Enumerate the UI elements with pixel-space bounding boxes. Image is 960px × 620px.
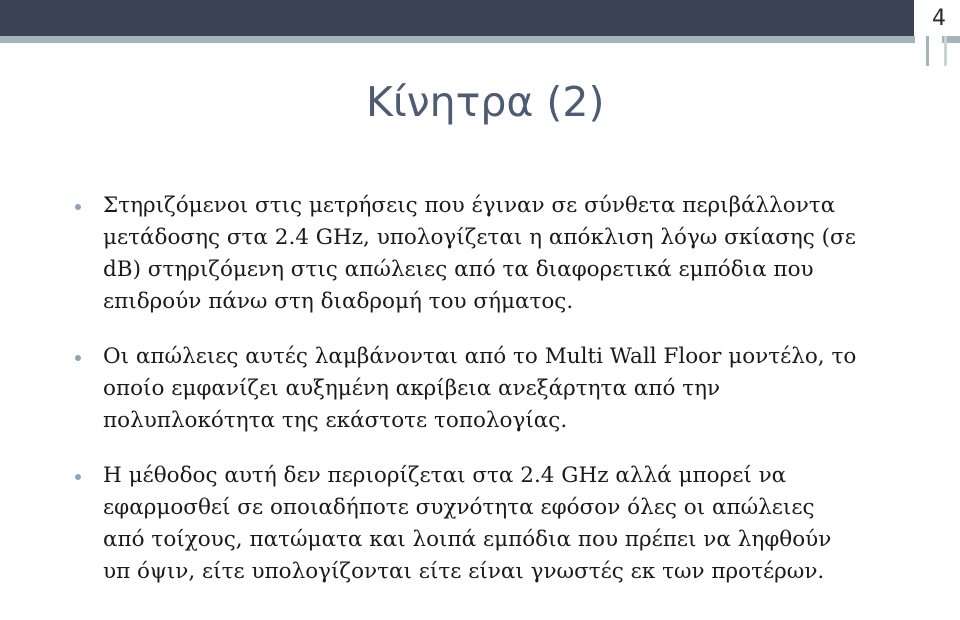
bullet-dot-icon	[75, 474, 81, 480]
bullet-item	[72, 190, 902, 318]
decorative-line-2	[944, 36, 947, 66]
bullet-dot-icon	[75, 355, 81, 361]
bullet-line: Οι απώλειες αυτές λαμβάνονται από το Multi Wall Floor μοντέλο, το	[103, 344, 857, 369]
bullet-line: από τοίχους, πατώματα και λοιπά εμπόδια που πρέπει να ληφθούν	[103, 527, 832, 552]
bullet-line: Η μέθοδος αυτή δεν περιορίζεται στα 2.4 GHz αλλά μπορεί να	[103, 463, 787, 488]
bullet-line: υπ όψιν, είτε υπολογίζονται είτε είναι γνωστές εκ των προτέρων.	[103, 559, 825, 584]
bullet-line: εφαρμοσθεί σε οποιαδήποτε συχνότητα εφόσον όλες οι απώλειες	[103, 495, 815, 520]
bullet-line: επιδρούν πάνω στη διαδρομή του σήματος.	[103, 289, 574, 314]
bullet-line: οποίο εμφανίζει αυξημένη ακρίβεια ανεξάρτητα από την	[103, 376, 721, 401]
bullet-dot-icon	[75, 204, 81, 210]
page-number-box	[912, 0, 960, 36]
bullet-line: μετάδοσης στα 2.4 GHz, υπολογίζεται η απόκλιση λόγω σκίασης (σε	[103, 225, 856, 250]
bullet-line: πολυπλοκότητα της εκάστοτε τοπολογίας.	[103, 408, 568, 433]
page-number: 4	[932, 6, 946, 31]
bullet-item	[72, 341, 902, 437]
bullet-list	[72, 190, 902, 588]
slide-title: Κίνητρα (2)	[366, 78, 605, 126]
header-bar	[0, 0, 912, 36]
bullet-line: dB) στηριζόμενη στις απώλειες από τα διαφορετικά εμπόδια που	[103, 257, 814, 282]
decorative-line	[926, 36, 929, 66]
accent-bar	[0, 36, 915, 43]
bullet-item	[72, 460, 902, 588]
bullet-line: Στηριζόμενοι στις μετρήσεις που έγιναν σε σύνθετα περιβάλλοντα	[103, 193, 836, 218]
